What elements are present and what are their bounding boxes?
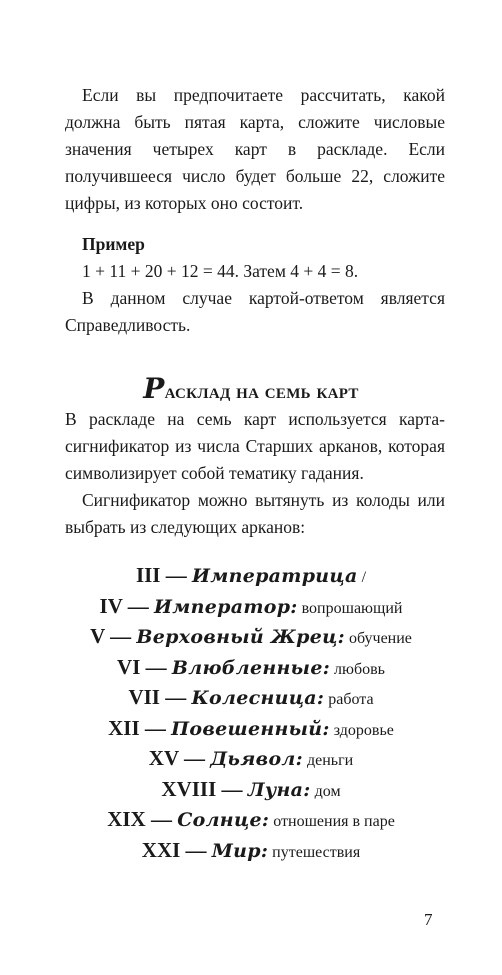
arcana-meaning: любовь — [334, 660, 385, 678]
arcana-meaning: обучение — [349, 630, 412, 647]
arcana-list — [0, 560, 502, 865]
arcana-item — [0, 743, 502, 774]
arcana-name: Луна: — [247, 778, 311, 801]
arcana-meaning: работа — [328, 691, 374, 708]
arcana-dash: — — [104, 624, 137, 648]
section-heading-initial: Р — [143, 372, 165, 405]
arcana-numeral: VII — [128, 685, 160, 709]
arcana-name: Император: — [154, 595, 298, 618]
arcana-item — [0, 591, 502, 622]
arcana-item — [0, 774, 502, 805]
arcana-name: Дьявол: — [210, 748, 303, 770]
arcana-item — [0, 652, 502, 683]
page-number: 7 — [424, 910, 433, 929]
arcana-dash: — — [159, 685, 192, 709]
arcana-meaning: путешествия — [272, 843, 361, 861]
section-paragraph-2: Сигнификатор можно вытянуть из колоды или выбрать из следующих арканов: — [65, 490, 445, 537]
arcana-item — [0, 835, 502, 866]
intro-paragraph: Если вы предпочитаете рассчитать, какой должна быть пятая карта, сложите числовые значения четырех карт в раскладе. Если получившееся число будет больше 22, сложите цифры, из которых оно состоит. — [65, 85, 445, 213]
section-paragraph-1: В раскладе на семь карт используется карта-сигнификатор из числа Старших арканов, которая символизирует собой тематику гадания. — [65, 409, 445, 483]
arcana-dash: — — [216, 776, 248, 801]
arcana-name: Солнце: — [177, 809, 270, 831]
arcana-numeral: VI — [117, 654, 141, 679]
arcana-numeral: XIX — [107, 807, 146, 831]
arcana-dash: — — [139, 715, 172, 740]
arcana-separator: / — [357, 569, 367, 586]
arcana-numeral: XII — [108, 715, 140, 740]
arcana-numeral: XV — [148, 746, 179, 770]
arcana-dash: — — [180, 837, 212, 862]
arcana-dash: — — [160, 563, 192, 587]
example-calculation: 1 + 11 + 20 + 12 = 44. Затем 4 + 4 = 8. — [82, 261, 359, 281]
arcana-item — [0, 713, 502, 744]
arcana-meaning: отношения в паре — [273, 813, 395, 830]
arcana-item — [0, 682, 502, 713]
arcana-meaning: дом — [314, 782, 341, 800]
arcana-numeral: XXI — [141, 837, 181, 862]
arcana-meaning: здоровье — [333, 721, 394, 739]
arcana-dash: — — [140, 654, 172, 679]
arcana-dash: — — [122, 593, 155, 618]
arcana-name: Влюбленные: — [171, 656, 331, 679]
section-body — [65, 406, 445, 541]
arcana-item — [0, 560, 502, 591]
arcana-numeral: IV — [99, 593, 123, 618]
arcana-item — [0, 621, 502, 652]
intro-paragraph-block — [65, 82, 445, 217]
arcana-name: Императрица — [191, 565, 358, 587]
arcana-numeral: V — [90, 624, 105, 648]
arcana-item — [0, 804, 502, 835]
example-title: Пример — [82, 234, 145, 254]
section-heading-text: асклад на семь карт — [164, 379, 359, 403]
arcana-name: Мир: — [211, 839, 269, 862]
arcana-name: Колесница: — [191, 687, 325, 709]
arcana-numeral: XVIII — [161, 776, 217, 801]
example-result: В данном случае картой-ответом является Справедливость. — [65, 288, 445, 335]
arcana-meaning: деньги — [306, 752, 354, 769]
arcana-dash: — — [178, 746, 211, 770]
section-heading — [0, 372, 502, 405]
arcana-meaning: вопрошающий — [301, 599, 403, 617]
arcana-name: Верховный Жрец: — [136, 626, 345, 648]
arcana-numeral: III — [135, 563, 161, 587]
example-block — [65, 231, 445, 339]
arcana-name: Повешенный: — [171, 717, 330, 740]
arcana-dash: — — [145, 807, 178, 831]
